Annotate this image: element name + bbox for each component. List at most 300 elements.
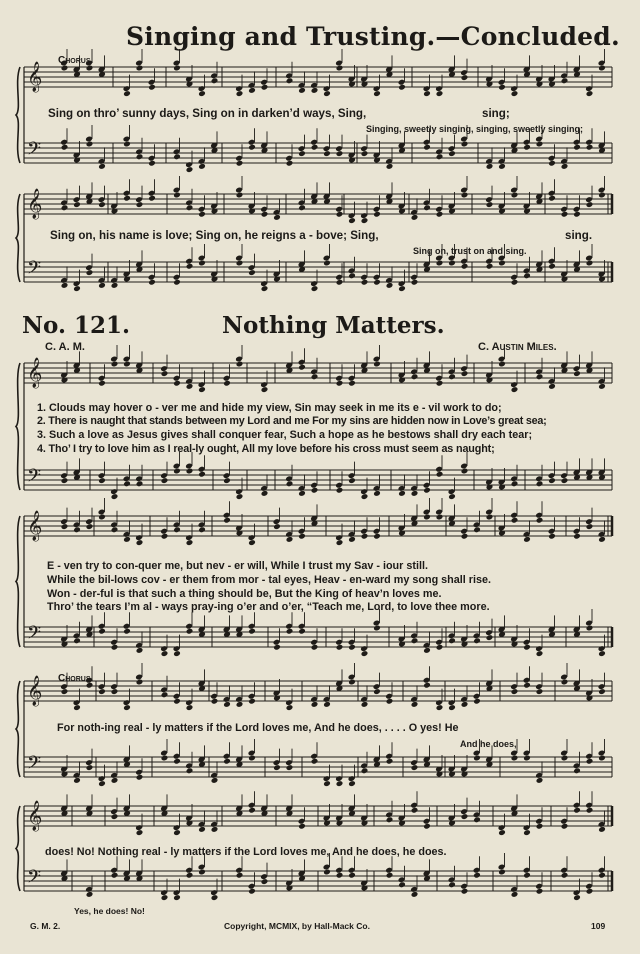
note-head: [548, 533, 556, 540]
chorus-label-top: Chorus.: [58, 55, 94, 66]
verse-line: 4. Tho’ I try to love him as I real-ly ought, All my love before his cross must seem as naught;: [37, 443, 495, 455]
note-head: [311, 87, 319, 94]
note-head: [336, 65, 344, 72]
note-head: [373, 533, 381, 540]
note-head: [111, 526, 119, 533]
note-head: [411, 764, 419, 771]
note-head: [123, 141, 131, 148]
note-head: [498, 869, 506, 876]
note-head: [123, 90, 131, 97]
note-head: [423, 90, 431, 97]
note-head: [298, 87, 306, 94]
note-head: [223, 380, 231, 387]
note-head: [586, 90, 594, 97]
hymn-number: No. 121.: [22, 312, 130, 339]
note-head: [98, 628, 106, 635]
note-head: [173, 650, 181, 657]
note-head: [173, 279, 181, 286]
note-head: [586, 625, 594, 632]
note-head: [473, 637, 481, 644]
note-head: [298, 364, 306, 371]
note-head: [523, 644, 531, 651]
note-head: [548, 383, 556, 390]
note-head: [136, 539, 144, 546]
note-head: [536, 888, 544, 895]
note-head: [73, 285, 81, 292]
note-head: [511, 688, 519, 695]
note-head: [323, 90, 331, 97]
note-head: [261, 84, 269, 91]
note-head: [373, 688, 381, 695]
note-head: [173, 829, 181, 836]
note-head: [73, 637, 81, 644]
note-head: [361, 279, 369, 286]
note-head: [98, 380, 106, 387]
note-head: [236, 260, 244, 267]
note-head: [473, 526, 481, 533]
note-head: [111, 813, 119, 820]
note-head: [436, 260, 444, 267]
note-head: [161, 894, 169, 901]
note-head: [186, 767, 194, 774]
lyricist-credit: C. A. M.: [45, 341, 85, 353]
note-head: [473, 816, 481, 823]
note-head: [111, 872, 119, 879]
lyric-line: sing.: [565, 229, 593, 242]
note-head: [461, 468, 469, 475]
bass-clef-icon: 𝄢: [27, 623, 42, 648]
note-head: [336, 644, 344, 651]
note-head: [323, 150, 331, 157]
lyric-line: Sing on, his name is love; Sing on, he reigns a - bove; Sing,: [50, 229, 379, 242]
note-head: [86, 523, 94, 530]
note-head: [436, 514, 444, 521]
note-head: [398, 285, 406, 292]
note-head: [573, 807, 581, 814]
treble-clef-icon: 𝄞: [27, 511, 43, 541]
note-head: [311, 758, 319, 765]
note-head: [173, 65, 181, 72]
note-head: [198, 211, 206, 218]
note-head: [598, 755, 606, 762]
note-head: [323, 701, 331, 708]
note-head: [136, 153, 144, 160]
note-head: [448, 260, 456, 267]
note-head: [161, 533, 169, 540]
note-head: [486, 201, 494, 208]
bass-clef-icon: 𝄢: [27, 258, 42, 283]
note-head: [361, 701, 369, 708]
note-head: [423, 144, 431, 151]
note-head: [286, 536, 294, 543]
note-head: [411, 490, 419, 497]
note-head: [498, 163, 506, 170]
note-head: [336, 150, 344, 157]
note-head: [511, 192, 519, 199]
note-head: [311, 701, 319, 708]
note-head: [223, 517, 231, 524]
note-head: [386, 872, 394, 879]
note-head: [123, 536, 131, 543]
note-head: [336, 211, 344, 218]
note-head: [311, 144, 319, 151]
note-head: [348, 679, 356, 686]
note-head: [348, 380, 356, 387]
note-head: [273, 764, 281, 771]
note-head: [261, 878, 269, 885]
note-head: [336, 380, 344, 387]
note-head: [436, 704, 444, 711]
verse-line: Thro’ the tears I’m al - ways pray-ing o’er and o’er, “Teach me, Lord, to love thee more.: [47, 601, 490, 613]
alto-lyric-line: Singing, sweetly singing, singing, sweetly singing;: [366, 124, 584, 134]
bass-echo-lyric: Yes, he does! No!: [74, 906, 145, 916]
page-title: Singing and Trusting.—Concluded.: [126, 22, 620, 51]
note-head: [461, 701, 469, 708]
note-head: [598, 826, 606, 833]
note-head: [386, 698, 394, 705]
note-head: [248, 144, 256, 151]
verse-line: 3. Such a love as Jesus gives shall conquer fear, Such a hope as he bestows shall dry each tear;: [37, 429, 533, 441]
brace: [16, 67, 20, 163]
note-head: [198, 90, 206, 97]
note-head: [186, 263, 194, 270]
note-head: [448, 373, 456, 380]
note-head: [436, 211, 444, 218]
note-head: [61, 477, 69, 484]
note-head: [186, 628, 194, 635]
note-head: [273, 214, 281, 221]
note-head: [411, 214, 419, 221]
chorus-line: For noth-ing real - ly matters if the Lord loves me, And he does, . . . . O yes! He: [57, 722, 459, 734]
note-head: [523, 144, 531, 151]
note-head: [111, 644, 119, 651]
note-head: [286, 764, 294, 771]
lyric-line: sing;: [482, 107, 510, 120]
note-head: [548, 195, 556, 202]
bass-clef-icon: 𝄢: [27, 867, 42, 892]
note-head: [386, 816, 394, 823]
note-head: [573, 894, 581, 901]
note-head: [161, 650, 169, 657]
note-head: [136, 829, 144, 836]
note-head: [298, 823, 306, 830]
note-head: [461, 74, 469, 81]
note-head: [298, 533, 306, 540]
note-head: [473, 872, 481, 879]
note-head: [361, 493, 369, 500]
note-head: [536, 517, 544, 524]
footer-code: G. M. 2.: [30, 921, 61, 931]
note-head: [173, 380, 181, 387]
note-head: [436, 90, 444, 97]
note-head: [248, 539, 256, 546]
brace: [16, 194, 20, 282]
note-head: [261, 386, 269, 393]
note-head: [423, 487, 431, 494]
verse-line: 2. There is naught that stands between my Lord and me For my sins are hidden now in Love’s great sea;: [37, 415, 547, 427]
note-head: [236, 361, 244, 368]
note-head: [423, 682, 431, 689]
note-head: [598, 872, 606, 879]
note-head: [461, 263, 469, 270]
note-head: [598, 383, 606, 390]
note-head: [461, 533, 469, 540]
note-head: [98, 688, 106, 695]
note-head: [248, 628, 256, 635]
note-head: [586, 144, 594, 151]
note-head: [561, 77, 569, 84]
note-head: [523, 536, 531, 543]
note-head: [273, 644, 281, 651]
note-head: [186, 872, 194, 879]
note-head: [136, 480, 144, 487]
note-head: [211, 894, 219, 901]
note-head: [461, 192, 469, 199]
note-head: [111, 493, 119, 500]
note-head: [148, 84, 156, 91]
note-head: [486, 263, 494, 270]
brace: [16, 516, 20, 647]
note-head: [236, 90, 244, 97]
note-head: [73, 777, 81, 784]
brace: [16, 806, 20, 891]
note-head: [586, 888, 594, 895]
note-head: [573, 211, 581, 218]
note-head: [261, 211, 269, 218]
note-head: [561, 679, 569, 686]
note-head: [411, 891, 419, 898]
note-head: [536, 777, 544, 784]
note-head: [173, 192, 181, 199]
note-head: [486, 634, 494, 641]
note-head: [148, 195, 156, 202]
note-head: [373, 490, 381, 497]
note-head: [561, 823, 569, 830]
chorus-label: Chorus.: [58, 673, 94, 684]
note-head: [173, 698, 181, 705]
note-head: [298, 490, 306, 497]
note-head: [286, 480, 294, 487]
note-head: [348, 536, 356, 543]
note-head: [61, 282, 69, 289]
note-head: [336, 539, 344, 546]
note-head: [548, 263, 556, 270]
note-head: [373, 90, 381, 97]
note-head: [373, 625, 381, 632]
note-head: [398, 490, 406, 497]
note-head: [436, 471, 444, 478]
note-head: [211, 777, 219, 784]
note-head: [248, 755, 256, 762]
note-head: [598, 650, 606, 657]
note-head: [511, 755, 519, 762]
note-head: [73, 201, 81, 208]
note-head: [236, 493, 244, 500]
note-head: [273, 523, 281, 530]
note-head: [461, 141, 469, 148]
note-head: [423, 823, 431, 830]
note-head: [448, 150, 456, 157]
note-head: [586, 260, 594, 267]
note-head: [211, 826, 219, 833]
note-head: [498, 829, 506, 836]
note-head: [511, 279, 519, 286]
note-head: [498, 260, 506, 267]
note-head: [248, 698, 256, 705]
note-head: [136, 65, 144, 72]
note-head: [311, 487, 319, 494]
note-head: [386, 163, 394, 170]
note-head: [161, 691, 169, 698]
treble-clef-icon: 𝄞: [27, 358, 43, 388]
verse-line: Won - der-ful is that such a thing should be, But the King of heav’n loves me.: [47, 588, 442, 600]
note-head: [261, 490, 269, 497]
note-head: [436, 153, 444, 160]
note-head: [536, 141, 544, 148]
note-head: [173, 153, 181, 160]
note-head: [361, 767, 369, 774]
note-head: [86, 141, 94, 148]
brace: [16, 681, 20, 777]
verse-line: 1. Clouds may hover o - ver me and hide my view, Sin may seek in me its e - vil work to do;: [37, 402, 502, 414]
note-head: [561, 477, 569, 484]
note-head: [361, 150, 369, 157]
note-head: [536, 480, 544, 487]
note-head: [561, 163, 569, 170]
note-head: [348, 272, 356, 279]
note-head: [198, 826, 206, 833]
note-head: [486, 163, 494, 170]
note-head: [598, 688, 606, 695]
verse-line: While the bil-lows cov - er them from mor - tal eyes, Heav - en-ward my song shall rise.: [47, 574, 491, 586]
note-head: [523, 272, 531, 279]
note-head: [523, 829, 531, 836]
note-head: [161, 370, 169, 377]
note-head: [323, 260, 331, 267]
note-head: [198, 260, 206, 267]
note-head: [586, 201, 594, 208]
note-head: [186, 468, 194, 475]
note-head: [261, 285, 269, 292]
note-head: [198, 869, 206, 876]
note-head: [98, 514, 106, 521]
note-head: [373, 361, 381, 368]
note-head: [373, 211, 381, 218]
note-head: [111, 361, 119, 368]
note-head: [323, 780, 331, 787]
note-head: [223, 758, 231, 765]
note-head: [523, 755, 531, 762]
note-head: [498, 361, 506, 368]
note-head: [186, 204, 194, 211]
hymn-title: Nothing Matters.: [222, 312, 445, 339]
note-head: [523, 682, 531, 689]
note-head: [548, 477, 556, 484]
note-head: [548, 160, 556, 167]
note-head: [61, 144, 69, 151]
treble-clef-icon: 𝄞: [27, 676, 43, 706]
note-head: [161, 477, 169, 484]
note-head: [573, 533, 581, 540]
note-head: [586, 523, 594, 530]
note-head: [73, 704, 81, 711]
note-head: [98, 163, 106, 170]
note-head: [186, 539, 194, 546]
note-head: [311, 285, 319, 292]
note-head: [373, 279, 381, 286]
note-head: [511, 386, 519, 393]
note-head: [198, 163, 206, 170]
bass-clef-icon: 𝄢: [27, 466, 42, 491]
note-head: [248, 888, 256, 895]
note-head: [398, 84, 406, 91]
note-head: [248, 87, 256, 94]
note-head: [386, 758, 394, 765]
note-head: [198, 526, 206, 533]
note-head: [473, 698, 481, 705]
note-head: [411, 637, 419, 644]
note-head: [173, 758, 181, 765]
note-head: [361, 650, 369, 657]
note-head: [173, 468, 181, 475]
note-head: [536, 823, 544, 830]
note-head: [236, 872, 244, 879]
note-head: [411, 701, 419, 708]
note-head: [598, 65, 606, 72]
note-head: [286, 704, 294, 711]
note-head: [511, 517, 519, 524]
note-head: [486, 514, 494, 521]
note-head: [136, 201, 144, 208]
note-head: [573, 144, 581, 151]
note-head: [561, 211, 569, 218]
note-head: [473, 755, 481, 762]
note-head: [461, 888, 469, 895]
note-head: [286, 160, 294, 167]
note-head: [448, 637, 456, 644]
copyright-notice: Copyright, MCMIX, by Hall-Mack Co.: [224, 921, 370, 931]
note-head: [598, 536, 606, 543]
treble-clef-icon: 𝄞: [27, 801, 43, 831]
note-head: [411, 373, 419, 380]
note-head: [211, 698, 219, 705]
note-head: [323, 869, 331, 876]
note-head: [386, 282, 394, 289]
note-head: [448, 881, 456, 888]
note-head: [598, 192, 606, 199]
note-head: [161, 755, 169, 762]
note-head: [423, 204, 431, 211]
bass-clef-icon: 𝄢: [27, 753, 42, 778]
note-head: [136, 774, 144, 781]
note-head: [498, 84, 506, 91]
alto-lyric-line: Sing on, trust on and sing.: [413, 246, 527, 256]
note-head: [411, 807, 419, 814]
treble-clef-icon: 𝄞: [27, 62, 43, 92]
note-head: [586, 807, 594, 814]
note-head: [536, 373, 544, 380]
note-head: [348, 644, 356, 651]
note-head: [361, 217, 369, 224]
note-head: [136, 679, 144, 686]
note-head: [61, 688, 69, 695]
note-head: [573, 370, 581, 377]
note-head: [336, 487, 344, 494]
note-head: [111, 777, 119, 784]
note-head: [423, 647, 431, 654]
note-head: [311, 644, 319, 651]
note-head: [523, 872, 531, 879]
